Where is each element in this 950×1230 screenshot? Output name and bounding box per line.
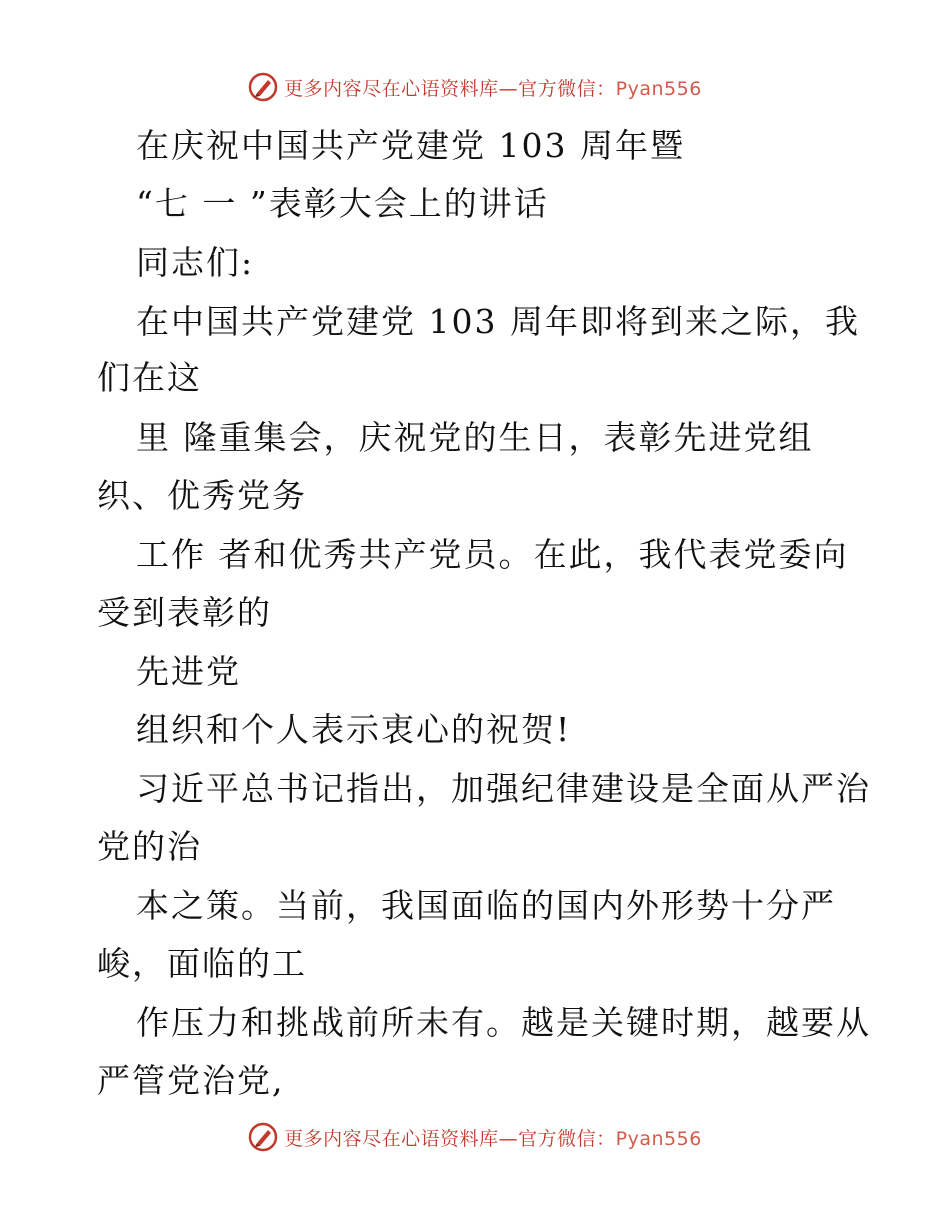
paragraph-line: 作压力和挑战前所未有。越是关键时期，越要从 bbox=[136, 1003, 871, 1042]
pen-logo-icon bbox=[248, 1122, 278, 1152]
header-banner-wechat: Pyan556 bbox=[615, 77, 702, 100]
title-line-1: 在庆祝中国共产党建党 103 周年暨 bbox=[136, 126, 685, 165]
paragraph-line: 严管党治党, bbox=[97, 1061, 285, 1100]
footer-banner-wechat: Pyan556 bbox=[615, 1127, 702, 1150]
paragraph-line: 峻，面临的工 bbox=[97, 944, 307, 983]
paragraph-line: 党的治 bbox=[97, 827, 202, 866]
header-banner bbox=[0, 72, 950, 102]
paragraph-line: 受到表彰的 bbox=[97, 593, 272, 632]
header-banner-label: 更多内容尽在心语资料库—官方微信： bbox=[284, 77, 616, 100]
paragraph-line: 先进党 bbox=[136, 652, 241, 691]
paragraph-line: 里 隆重集会，庆祝党的生日，表彰先进党组 bbox=[136, 418, 814, 457]
paragraph-line: 组织和个人表示衷心的祝贺! bbox=[136, 710, 572, 749]
paragraph-line: 们在这 bbox=[97, 358, 202, 397]
paragraph-line: 在中国共产党建党 103 周年即将到来之际，我 bbox=[136, 302, 860, 341]
footer-banner bbox=[0, 1122, 950, 1152]
footer-banner-label: 更多内容尽在心语资料库—官方微信： bbox=[284, 1127, 616, 1150]
paragraph-line: 工作 者和优秀共产党员。在此，我代表党委向 bbox=[136, 535, 849, 574]
header-banner-text bbox=[284, 74, 702, 101]
pen-logo-icon bbox=[248, 72, 278, 102]
footer-banner-text bbox=[284, 1124, 702, 1151]
salutation: 同志们: bbox=[136, 243, 255, 282]
paragraph-line: 织、优秀党务 bbox=[97, 476, 307, 515]
paragraph-line: 习近平总书记指出，加强纪律建设是全面从严治 bbox=[136, 769, 871, 808]
paragraph-line: 本之策。当前，我国面临的国内外形势十分严 bbox=[136, 886, 836, 925]
title-line-2: “七 一 ”表彰大会上的讲话 bbox=[136, 184, 549, 223]
